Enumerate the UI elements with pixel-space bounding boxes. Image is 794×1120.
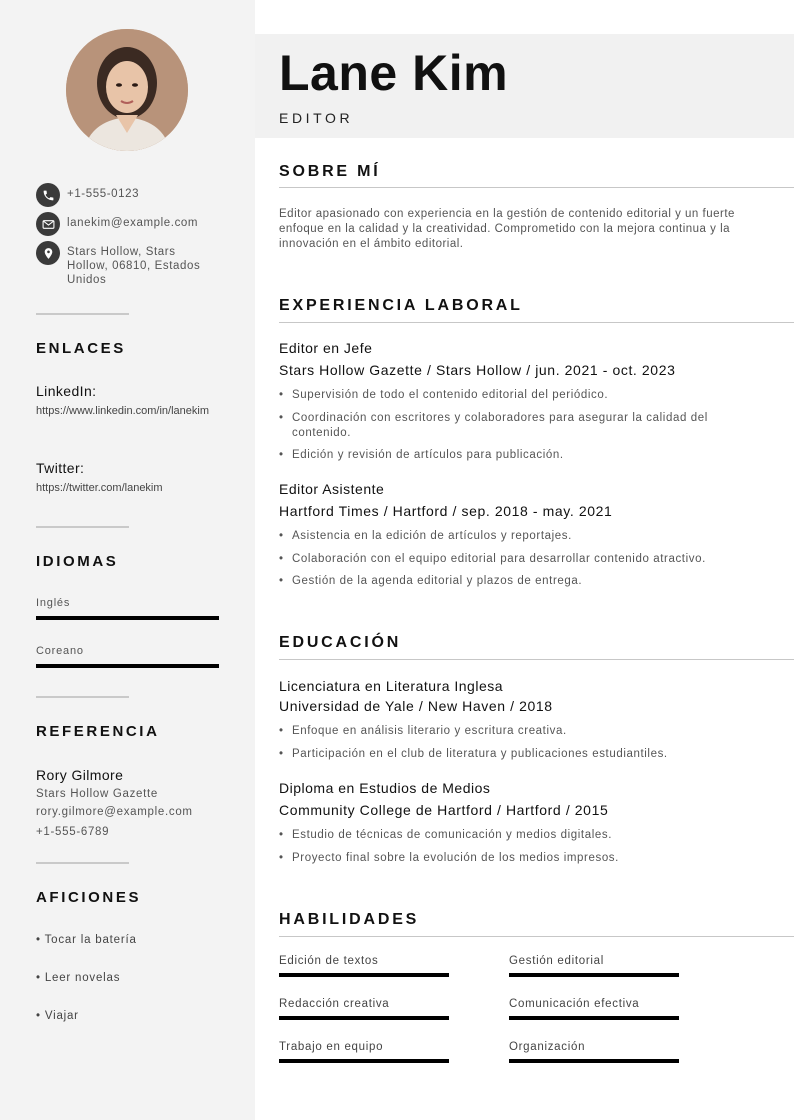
skill-level-fill [279, 1059, 449, 1063]
section-rule [279, 659, 794, 660]
reference-email[interactable]: rory.gilmore@example.com [36, 806, 193, 818]
reference-name: Rory Gilmore [36, 767, 124, 783]
job-meta: Hartford Times / Hartford / sep. 2018 - may. 2021 [279, 503, 613, 519]
education-meta: Universidad de Yale / New Haven / 2018 [279, 698, 553, 714]
reference-heading: REFERENCIA [36, 723, 160, 740]
linkedin-label: LinkedIn: [36, 383, 97, 399]
email-icon [36, 212, 60, 236]
location-pin-icon [36, 241, 60, 265]
main-content [255, 0, 794, 1120]
about-heading: SOBRE MÍ [279, 163, 381, 180]
section-rule [279, 936, 794, 937]
contact-phone[interactable]: +1-555-0123 [67, 188, 140, 200]
reference-company: Stars Hollow Gazette [36, 788, 159, 800]
candidate-role: EDITOR [279, 110, 354, 126]
contact-address: Stars Hollow, Stars Hollow, 06810, Estados Unidos [67, 246, 201, 286]
job-title: Editor en Jefe [279, 340, 373, 356]
sidebar [0, 0, 255, 1120]
skill-level-fill [279, 973, 449, 977]
job-meta: Stars Hollow Gazette / Stars Hollow / jun. 2021 - oct. 2023 [279, 362, 676, 378]
skill-name: Redacción creativa [279, 998, 390, 1010]
skill-name: Edición de textos [279, 955, 379, 967]
contact-email-row [36, 212, 217, 236]
skill-level-bar [279, 1059, 449, 1063]
job-title: Editor Asistente [279, 481, 385, 497]
about-text: Editor apasionado con experiencia en la gestión de contenido editorial y un fuerte enfoque en la calidad y la creatividad. Comprometido con la mejora continua y la innovación en el ámbito editorial. [279, 208, 735, 250]
language-level-fill [36, 616, 219, 620]
language-level-bar [36, 664, 219, 668]
skill-level-bar [509, 973, 679, 977]
profile-photo [66, 29, 188, 151]
section-rule [279, 322, 794, 323]
hobbies-heading: AFICIONES [36, 889, 142, 906]
links-heading: ENLACES [36, 340, 126, 357]
hobby-item: • Viajar [36, 1010, 79, 1022]
sidebar-divider [36, 313, 129, 315]
job-bullet: • Edición y revisión de artículos para publicación. [279, 448, 769, 463]
education-meta: Community College de Hartford / Hartford / 2015 [279, 802, 609, 818]
education-title: Licenciatura en Literatura Inglesa [279, 678, 504, 694]
phone-icon [36, 183, 60, 207]
skill-level-fill [279, 1016, 449, 1020]
profile-portrait-icon [66, 29, 188, 151]
experience-heading: EXPERIENCIA LABORAL [279, 297, 523, 314]
language-level-fill [36, 664, 219, 668]
linkedin-link[interactable]: https://www.linkedin.com/in/lanekim [36, 405, 210, 417]
contact-phone-row [36, 183, 217, 207]
skill-name: Comunicación efectiva [509, 998, 640, 1010]
sidebar-divider [36, 526, 129, 528]
job-bullet: • Coordinación con escritores y colaboradores para asegurar la calidad del contenido. [279, 411, 769, 441]
job-bullet: • Supervisión de todo el contenido editorial del periódico. [279, 388, 769, 403]
language-name: Coreano [36, 645, 84, 657]
skill-name: Trabajo en equipo [279, 1041, 384, 1053]
skill-name: Gestión editorial [509, 955, 604, 967]
skill-level-bar [279, 973, 449, 977]
skill-level-bar [279, 1016, 449, 1020]
skill-level-bar [509, 1059, 679, 1063]
education-title: Diploma en Estudios de Medios [279, 780, 491, 796]
education-bullet: • Enfoque en análisis literario y escritura creativa. [279, 724, 769, 739]
skill-name: Organización [509, 1041, 586, 1053]
job-bullet: • Gestión de la agenda editorial y plazos de entrega. [279, 574, 769, 589]
skills-heading: HABILIDADES [279, 911, 420, 928]
reference-phone[interactable]: +1-555-6789 [36, 826, 110, 838]
job-bullet: • Asistencia en la edición de artículos y reportajes. [279, 529, 769, 544]
language-level-bar [36, 616, 219, 620]
contact-address-row [36, 241, 212, 287]
twitter-link[interactable]: https://twitter.com/lanekim [36, 482, 163, 494]
candidate-name: Lane Kim [279, 45, 509, 101]
sidebar-divider [36, 862, 129, 864]
hobby-item: • Leer novelas [36, 972, 121, 984]
skill-level-fill [509, 1059, 679, 1063]
hobby-item: • Tocar la batería [36, 934, 137, 946]
languages-heading: IDIOMAS [36, 553, 119, 570]
education-bullet: • Participación en el club de literatura y publicaciones estudiantiles. [279, 747, 769, 762]
job-bullet: • Colaboración con el equipo editorial para desarrollar contenido atractivo. [279, 552, 769, 567]
contact-email[interactable]: lanekim@example.com [67, 217, 199, 229]
skill-level-fill [509, 1016, 679, 1020]
twitter-label: Twitter: [36, 460, 85, 476]
sidebar-divider [36, 696, 129, 698]
education-bullet: • Proyecto final sobre la evolución de los medios impresos. [279, 851, 769, 866]
education-bullet: • Estudio de técnicas de comunicación y medios digitales. [279, 828, 769, 843]
skill-level-fill [509, 973, 679, 977]
language-name: Inglés [36, 597, 71, 609]
section-rule [279, 187, 794, 188]
education-heading: EDUCACIÓN [279, 634, 402, 651]
skill-level-bar [509, 1016, 679, 1020]
